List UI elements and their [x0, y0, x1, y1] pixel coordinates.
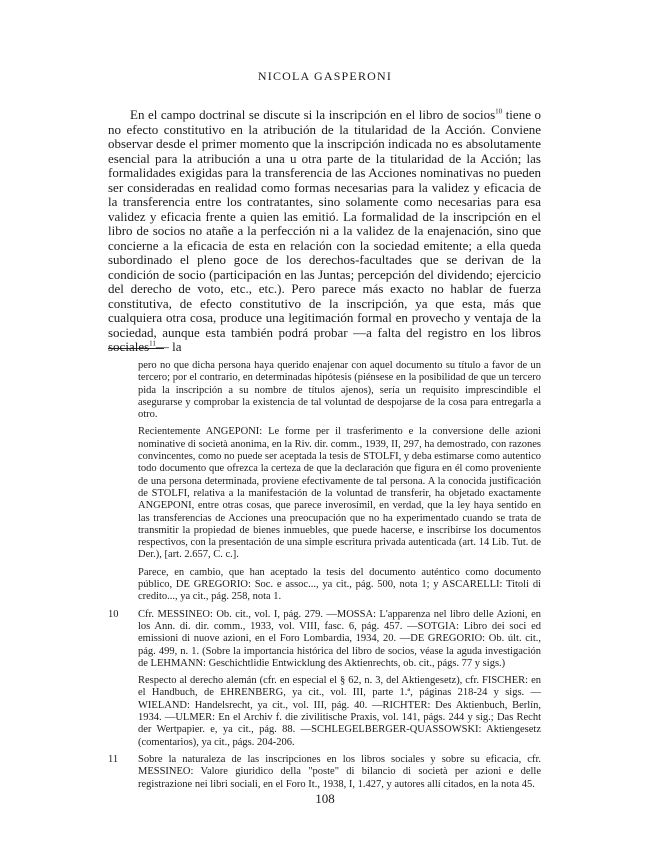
- footnote-10: [108, 609, 541, 749]
- footnote-10-paragraph-2: Respecto al derecho alemán (cfr. en especial el § 62, n. 3, del Aktiengesetz), cfr. FISCHER: en el Handbuch, de EHRENBERG, ya cit., vol. III, parte 1.ª, páginas 218-24 y sigs. —WIELAND: Handelsrecht, ya cit., vol. III, pág. 40. —RICHTER: Des Aktienbuch, Berlín, 1934. —ULMER: En el Archiv f. die zivilitische Praxis, vol. 141, págs. 244 y sig.; Das Recht der Wertpapier. e, ya cit., pág. 88. —SCHLEGELBERGER-QUASSOWSKI: Aktiengesetz (comentarios), ya cit., págs. 204-206.: [138, 675, 541, 748]
- footnote-continuation-1: pero no que dicha persona haya querido enajenar con aquel documento su título a favor de un tercero; por el contrario, en determinadas hipótesis (piénsese en la posibilidad de que un tercero pida la inscripción a su nombre de títulos ajenos), sería un requisito imprescindible el asegurarse y comprobar la existencia de tal voluntad de despojarse de la cosa para entregarla a otro.: [138, 360, 541, 421]
- page-number: 108: [315, 791, 335, 806]
- footnote-number-11: 11: [108, 753, 119, 765]
- running-head: NICOLA GASPERONI: [257, 69, 393, 83]
- footnote-ref-11[interactable]: 11: [149, 339, 156, 348]
- body-text-end: — la: [155, 339, 182, 354]
- body-text-start: En el campo doctrinal se discute si la inscripción en el libro de socios: [130, 107, 496, 122]
- footnote-number-10: 10: [108, 608, 119, 620]
- footnote-continuation-2: Recientemente ANGEPONI: Le forme per il trasferimento e la conversione delle azioni nominative di società anonima, en la Riv. dir. comm., 1939, II, 297, ha demostrado, con razones convincentes, como no puede ser aceptada la tesis de STOLFI, y deba estimarse como autentico todo documento que ofrezca la certeza de que la declaración que figura en él como proveniente de una persona determinada, proviene efectivamente de tal persona. A la conocida justificación de STOLFI, relativa a la manifestación de la voluntad de transferir, ha objetado exactamente ANGEPONI, entre otras cosas, que parece inverosímil, en verdad, que la ley haya sentido en las transferencias de Acciones una preocupación que no ha experimentado cuando se trata de transmitir la propiedad de bienes inmuebles, que puede hacerse, e inscribirse los documentos respectivos, con la presentación de una simple escritura privada autenticada (art. 14 Lib. Tut. de Der.), [art. 2.657, C. c.].: [138, 426, 541, 561]
- body-paragraph: [108, 108, 541, 355]
- footnotes: [108, 360, 541, 796]
- footnote-ref-10[interactable]: 10: [495, 107, 503, 116]
- body-text-middle: tiene o no efecto constitutivo en la atribución de la titularidad de la Acción. Conviene observar desde el primer momento que la inscripción indicada no es absolutamente esencial para la atribución a una u otra parte de la titularidad de la Acción; las formalidades exigidas para la transferencia de las Acciones nominativas no pueden ser consideradas en realidad como formas necesarias para la validez y eficacia de la transferencia entre los contratantes, sino solamente como necesarias para esa validez y eficacia frente a quien las emitió. La formalidad de la inscripción en el libro de socios no atañe a la perfección ni a la validez de la enajenación, sino que concierne a la eficacia de esta en relación con la sociedad emitente; a ella queda subordinado el pleno goce de los derechos-facultades que se derivan de la condición de socio (participación en las Juntas; percepción del dividendo; ejercicio del derecho de voto, etc., etc.). Pero parece más exacto no hablar de fuerza constitutiva, de efecto constitutivo de la inscripción, ya que esta, más que cualquiera otra cosa, produce una legitimación formal en provecho y ventaja de la sociedad, aunque esta también podrá probar —a falta del registro en los libros sociales: [108, 107, 542, 354]
- footnote-continuation-3: Parece, en cambio, que han aceptado la tesis del documento auténtico como documento público, DE GREGORIO: Soc. e assoc..., ya cit., pág. 500, nota 1; y ASCARELLI: Titoli di credito..., ya cit., pág. 258, nota 1.: [138, 566, 541, 603]
- footnote-11-paragraph-1: Sobre la naturaleza de las inscripciones en los libros sociales y sobre su eficacia, cfr. MESSINEO: Valore giuridico della "poste" di bilancio di società per azioni e delle registrazione nei libri sociali, en el Foro It., 1938, I, 1.427, y autores allí citados, en la nota 45.: [138, 753, 541, 790]
- footnote-10-paragraph-1: Cfr. MESSINEO: Ob. cit., vol. I, pág. 279. —MOSSA: L'apparenza nel libro delle Azioni, en los Ann. di. dir. comm., 1933, vol. VIII, fasc. 6, pág. 457. —SOTGIA: Libro dei soci ed emissioni di nuove azioni, en el Foro Lombardia, 1934, 20. —DE GREGORIO: Ob. últ. cit., pág. 499, n. 1. (Sobre la importancia histórica del libro de socios, véase la aguda investigación de LEHMANN: Geschichtlidie Entwicklung des Aktienrechts, ob. cit., págs. 77 y sigs.): [138, 608, 541, 669]
- footnote-11: [108, 754, 541, 791]
- footnote-separator: [108, 348, 164, 349]
